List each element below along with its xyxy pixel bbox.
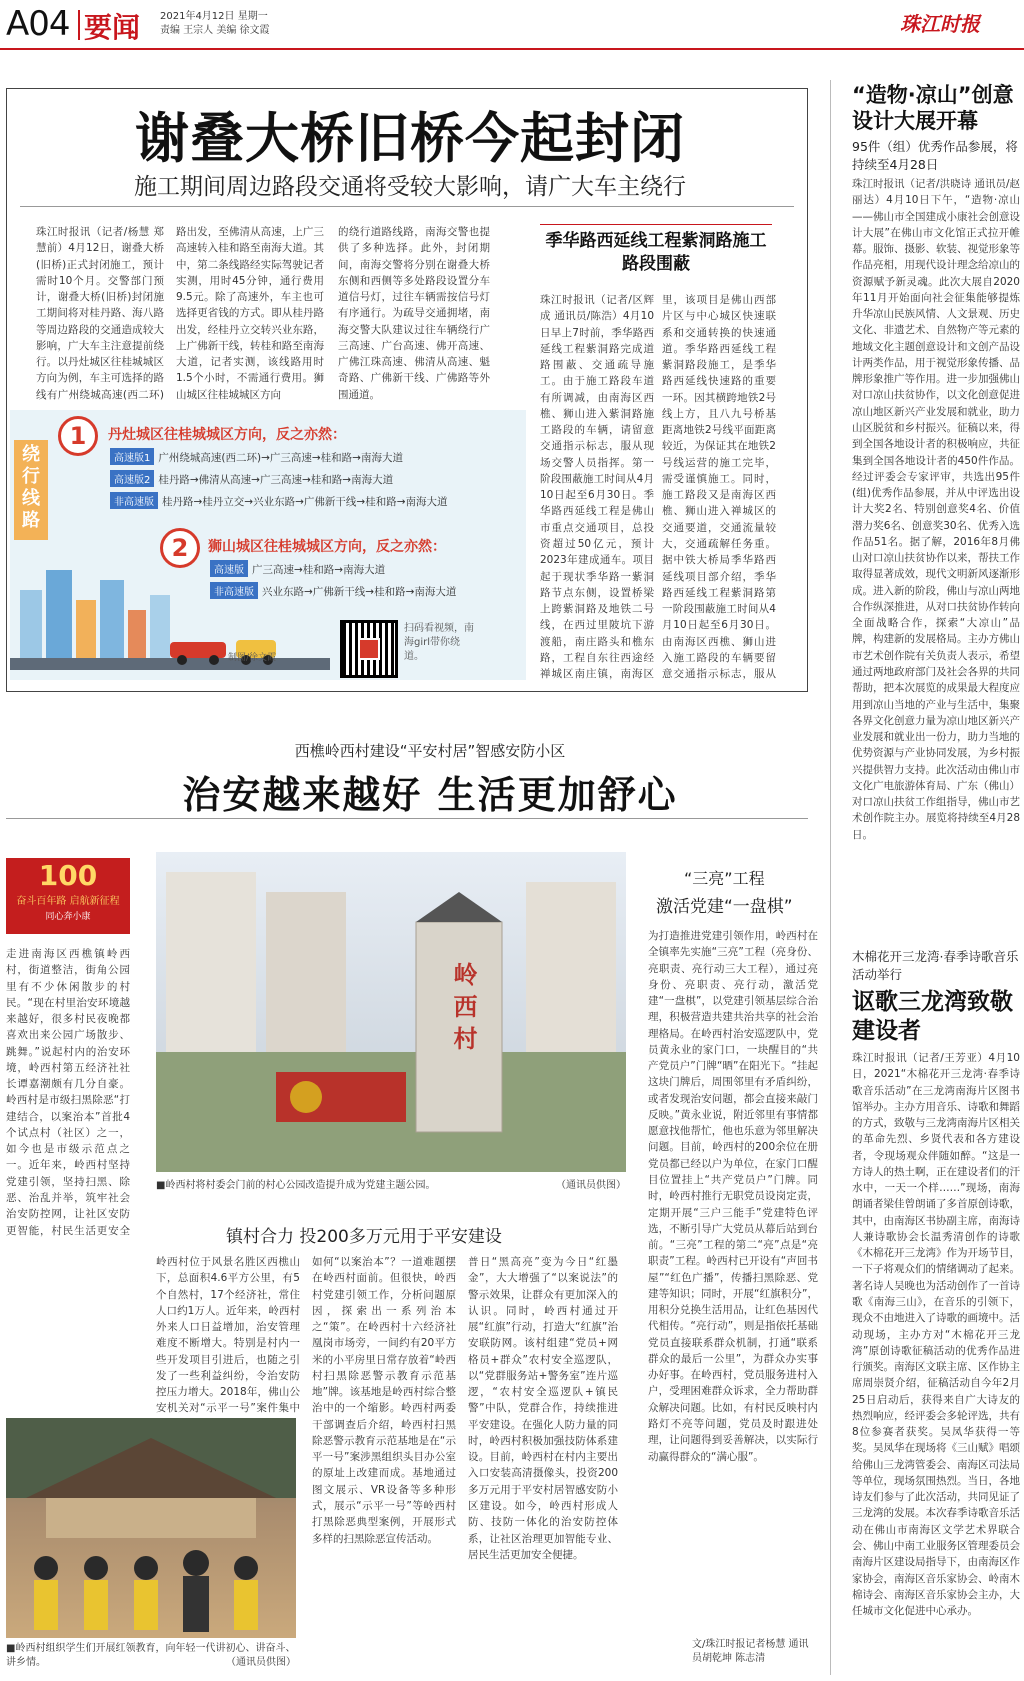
subhead-liangshan: 95件（组）优秀作品参展，将持续至4月28日	[852, 139, 1018, 172]
editors-line: 责编 王宗人 美编 徐文霞	[160, 25, 270, 36]
route-text: 桂丹路→桂丹立交→兴业东路→广佛新干线→桂和路→南海大道	[162, 496, 448, 508]
badge-number: 100	[38, 859, 98, 892]
subhead-bridge: 施工期间周边路段交通将受较大影响，请广大车主绕行	[134, 174, 686, 200]
photo-illustration	[156, 852, 626, 1172]
headline-rule	[6, 818, 808, 819]
newspaper-logo: 珠江时报	[900, 12, 980, 36]
article-column: 的绕行道路线路，南海交警也提供了多种选择。此外，封闭期间，南海交警将分别在谢叠大桥东侧和西侧等多处路段设置分车道信号灯，过往车辆需按信号灯有序通行。为疏导交通拥堵，南海交警大队建议过往车辆绕行广三高速、广台高速、佛开高速、广佛江珠高速、佛清从高速、魁奇路、广佛新干线、广佛路等外围通道。	[338, 226, 490, 401]
headline-liangshan: “造物·凉山”创意设计大展开幕	[852, 83, 1014, 134]
article-column: 如何“以案治本”？一道难题摆在岭西村面前。但很快，岭西村党建引领工作，分析问题原因，探索出一系列治本之“策”。在岭西村十六经济社凰岗市场旁，一间约有20平方米的小平房里日常存放着“岭西村扫黑除恶警示教育示范基地”牌。该基地是岭西村综合整治中的一个缩影。岭西村两委干部调查后介绍，岭西村扫黑除恶警示教育示范基地是在“示平一号”案涉黑组织头目办公室的原址上改建而成。基地通过图文展示、VR设备等多种形式，展示“示平一号”等岭西村打黑除恶典型案例，开展形式多样的扫黑除恶宣传活动。	[312, 1256, 456, 1545]
qr-caption: 扫码看视频，南海girl带你绕道。	[404, 623, 474, 662]
route-tag: 非高速版	[210, 582, 258, 599]
route-row	[110, 470, 393, 487]
route-text: 广州绕城高速(西二环)→广三高速→桂和路→南海大道	[158, 452, 403, 464]
qr-code-logo	[358, 638, 380, 660]
article-column: 为打造推进党建引领作用，岭西村在全镇率先实施“三亮”工程（亮身份、亮职责、亮行动三大工程），通过亮身份、亮职责、亮行动，激活党建“一盘棋”，以党建引领基层综合治理，积极营造共建共治共享的社会治理格局。在岭西村治安巡逻队中，党员黄永业的家门口，一块醒目的“共产党员户”门牌“晒”在阳光下。“挂起这块门牌后，周围邻里有矛盾纠纷，或者发现治安问题，都会直接来敲门反映。”黄永业说，附近邻里有事情都愿意找他帮忙，他也乐意为邻里解决问题。目前，岭西村的200余位在册党员都已经以户为单位，在家门口醒目位置挂上“共产党员户”门牌。同时，岭西村推行无职党员设岗定责，定期开展“三户三能手”党建特色评选，不断引导广大党员从幕后站到台前。“三亮”工程的第二“亮”点是“亮职责”工程。岭西村已开设有“声回书屋”“红色广播”，传播扫黑除恶、党建等知识；同时，开展“红旗积分”，用积分兑换生活用品，让红色基因代代相传。“亮行动”，则是指依托基础党员直接联系群众机制，打通“联系群众的最后一公里”，为群众办实事办好事。在岭西村，党员服务进村入户，受理困难群众诉求，全力帮助群众解决问题。比如，有村民反映村内路灯不亮等问题，党员及时跟进处理，让问题得到妥善解决，以实际行动赢得群众的“满心服”。	[648, 930, 818, 1463]
masthead-divider	[78, 10, 80, 40]
kicker-sanlongwan: 木棉花开三龙湾·春季诗歌音乐活动举行	[852, 949, 1019, 982]
headline-jihua-road: 季华路西延线工程紫洞路施工路段围蔽	[545, 231, 767, 274]
article-liangshan: 珠江时报讯（记者/洪晓诗 通讯员/赵丽达）4月10日下午，“造物·凉山——佛山市全国建成小康社会创意设计大展”在佛山市文化馆正式拉开帷幕。服饰、摄影、软装、视觉形象等作品亮相，用现代设计理念给凉山的资源赋予新灵魂。此次大展自2020年11月开始面向社会征集能够提炼升华凉山民族风情、人文景观、历史文化、非遗艺术、自然物产等元素的地域文化主题创意设计和文创产品设计两类作品，用于视觉形象传播、品牌形象推广等作用。进一步加强佛山对口凉山扶贫协作，以文化创意促进凉山地区新兴产业发展和就业，助力山区脱贫和乡村振兴。征稿以来，得到全国各地设计者的积极响应，共征集到全国各地设计者的450件作品。经过评委会专家评审，共选出95件(组)优秀作品参展，并从中评选出设计大奖2名、特别创意奖4名、价值潜力奖6名、创意奖30名、优秀入选作品51名。据了解，2016年8月佛山对口凉山扶贫协作以来，帮扶工作取得显著成效，现代文明新风逐渐形成。进入新的阶段，佛山与凉山两地合作纵深推进，从对口扶贫协作转向全面战略合作，探索“大凉山”品牌，构建新的发展格局。主办方佛山市艺术创作院有关负责人表示，希望通过两地政府部门及社会各界的共同帮助，把本次展览的成果最大程度应用到凉山当地的产业与生活中，集聚各界文化创意力量为凉山地区新兴产业发展和就业出一份力，助力当地的优势资源与产业协同发展，为乡村振兴提供智力支持。此次活动由佛山市文化广电旅游体育局、广东（佛山）对口凉山扶贫工作组指导，佛山市艺术创作院主办。展览将持续至4月28日。	[852, 178, 1020, 841]
article-lead: 走进南海区西樵镇岭西村，街道整洁，街角公园里有不少休闲散步的村民。“现在村里治安环境越来越好，很多村民夜晚都喜欢出来公园广场散步、跳舞。”说起村内的治安环境，岭西村第五经济社社长谭嘉潮颇有几分自豪。岭西村是市级扫黑除恶“打建结合，以案治本”首批4个试点村（社区）之一，如今也是市级示范点之一。近年来，岭西村坚持党建引领，坚持扫黑、除恶、治乱并举，筑牢社会治安防控网，让社区安防更智能，村民生活更安全	[6, 948, 130, 1237]
route-row	[110, 448, 403, 465]
route-tag: 高速版2	[110, 470, 154, 487]
route-text: 广三高速→桂和路→南海大道	[252, 564, 386, 576]
photo-caption	[156, 1176, 626, 1191]
story-rule	[540, 224, 772, 225]
headline-lingxi: 治安越来越好 生活更加舒心	[182, 773, 678, 817]
column-divider	[830, 80, 831, 1675]
detour-label: 绕行线路	[14, 440, 48, 540]
centenary-badge	[6, 858, 130, 934]
subhead-investment: 镇村合力 投200多万元用于平安建设	[226, 1227, 502, 1247]
caption-credit: （通讯员供图）	[556, 1180, 626, 1191]
route-tag: 高速版1	[110, 448, 154, 465]
badge-sub: 同心奔小康	[45, 912, 91, 922]
headline-bridge: 谢叠大桥旧桥今起封闭	[135, 107, 685, 170]
article-sanlongwan: 珠江时报讯（记者/王芳亚）4月10日，2021“木棉花开三龙湾·春季诗歌音乐活动”在三龙湾南海片区图书馆举办。主办方用音乐、诗歌和舞蹈的方式，致敬与三龙湾南海片区相关的革命先烈、乡贤代表和各方建设者，令现场观众伴随如醉。“这是一方诗人的热土啊，正在建设者们的汗水中，一天一个样……”现场，南海朗诵者梁佳曾朗诵了多首原创诗歌，其中，由南海区书协副主席，南海诗人兼诗歌协会长温秀清创作的诗歌《木棉花开三龙湾》作为开场节目，一下子将观众们的情绪调动了起来。著名诗人吴晚也为活动创作了一首诗歌《南海三山》，在音乐的引领下，现众不由地进入了诗歌的画境中。活动现场，主办方对“木棉花开三龙湾”原创诗歌征稿活动的优秀作品进行颁奖。南海区文联主席、区作协主席周崇贤介绍，征稿活动自今年2月25日启动后，获得来自广大诗友的热烈响应，经评委会多轮评选，共有8位参赛者获奖。吴凤华获得一等奖。吴凤华在现场将《三山赋》唱颂给佛山三龙湾管委会、南海区司法局等单位，现场氛围热烈。当日，各地诗友们参与了此次活动，共同见证了三龙湾的发展。本次春季诗歌音乐活动在佛山市南海区文学艺术界联合会、佛山中南工业服务区管理委员会南海片区建设局指导下，由南海区作家协会，南海区音乐家协会、岭南木棉诗会、南海区音乐家协会主办，大任城市文化促进中心承办。	[852, 1052, 1020, 1618]
route-tag: 高速版	[210, 560, 248, 577]
subhead-sanliang-2: 激活党建“一盘棋”	[656, 897, 793, 917]
date-line: 2021年4月12日 星期一	[160, 11, 268, 22]
article-column: 里，该项目是佛山西部片区与中心城区快速联系和交通转换的快速通道。季华路西延线工程紫洞路段施工，是季华路西延线快速路的重要一环。因其横跨地铁2号线上方，且八九号桥基距离地铁2号线平面距离较近，为保证其在地铁2号线运营的施工完毕，需受谨慎施工。同时，施工路段又是南海区西樵、狮山进入禅城区的交通要道，交通流量较大，交通疏解任务重。据中铁大桥局季华路西延线项目部介绍，季华路西延线工程紫洞路第一阶段围蔽施工时间从4月10日起至6月30日。由南海区西樵、狮山进入施工路段的车辆要留意交通指示标志，服从	[662, 294, 776, 680]
caption-text: ■岭西村组织学生们开展红领教育，向年轻一代讲初心、讲奋斗、讲乡情。	[6, 1643, 296, 1668]
article-column: 路出发，至佛清从高速，上广三高速转入桂和路至南海大道。其中，第二条线路经实际驾驶记者实测，用时45分钟，通行费用9.5元。除了高速外，车主也可选择更省钱的方式。即从桂丹路出发，经桂丹立交转兴业东路，上广佛新干线，转桂和路至南海大道，记者实测，该线路用时1.5个小时，不需通行费用。狮山城区往桂城城区方向	[176, 226, 324, 401]
article-column: 岭西村位于风景名胜区西樵山下，总面积4.6平方公里，有5个自然村，17个经济社，常住人口约1万人。近年来，岭西村外来人口日益增加，治安管理难度不断增大。特别是村内一些开发项目引进后，也随之引发了一些利益纠纷，令治安防控压力增大。2018年，佛山公安机关对“示平一号”案件集中	[156, 1256, 300, 1414]
caption-text: ■岭西村将村委会门前的村心公园改造提升成为党建主题公园。	[156, 1180, 436, 1191]
city-illustration	[10, 560, 330, 670]
photo-caption	[6, 1642, 296, 1670]
masthead-date	[160, 10, 270, 38]
caption-credit: （通讯员供图）	[226, 1657, 296, 1668]
page-number: A04	[6, 4, 70, 44]
article-column: 珠江时报讯（记者/区辉成 通讯员/陈浩）4月10日早上7时前，季华路西延线工程紫洞路完成道路围蔽、交通疏导施工。由于施工路段车道有所调减，由南海区西樵、狮山进入紫洞路施工路段的车辆，请留意交通指示标志，服从现场交警人员指挥。第一阶段围蔽施工时间从4月10日起至6月30日。季华路西延线工程是佛山市重点交通项目，总投资超过50亿元，预计2023年建成通车。项目起于现状季华路一紫洞路节点东侧，设置桥梁上跨紫洞路及地铁二号线，在西过里陂坑下游渡船，南庄路头和樵东路，工程自东往西途经禅城区南庄镇，南海区	[540, 294, 654, 680]
graphic-credit: 制图/徐文霞	[228, 653, 277, 663]
headline-rule	[20, 206, 794, 207]
section-name: 要闻	[84, 11, 141, 44]
village-sign: 岭西村	[449, 962, 477, 1058]
route-number-1: 1	[58, 416, 98, 456]
route-text: 桂丹路→佛清从高速→广三高速→桂和路→南海大道	[158, 474, 394, 486]
headline-sanlongwan: 讴歌三龙湾致敬建设者	[852, 989, 1013, 1044]
route-number-2: 2	[160, 528, 200, 568]
kicker-lingxi: 西樵岭西村建设“平安村居”智感安防小区	[294, 742, 566, 760]
route-heading-2: 狮山城区往桂城城区方向，反之亦然：	[208, 539, 446, 555]
masthead-rule	[0, 48, 1024, 50]
subhead-sanliang-1: “三亮”工程	[684, 869, 765, 888]
badge-caption: 奋斗百年路 启航新征程	[16, 896, 120, 907]
photo-students	[6, 1418, 296, 1638]
route-heading-1: 丹灶城区往桂城城区方向，反之亦然：	[108, 427, 346, 443]
route-tag: 非高速版	[110, 492, 158, 509]
photo-party-park	[156, 852, 626, 1172]
article-column: 普日“黑高亮”变为今日“红墨金”，大大增强了“以案说法”的警示效果，让群众有更加深入的认识。同时，岭西村通过开展“红旗”行动，打造大“红旗”治安联防网。该村组建“党员+网格员+群众”农村安全巡逻队，以“党群服务站+警务室”连片巡逻，“农村安全巡逻队+镇民警”中队，党群合作，持续推进平安建设。在强化人防力量的同时，岭西村积极加强技防体系建设。目前，岭西村在村内主要出入口安装高清摄像头，投资200多万元用于平安村居智感安防小区建设。如今，岭西村形成人防、技防一体化的治安防控体系，让社区治理更加智能专业、居民生活更加安全便捷。	[468, 1256, 618, 1561]
article-column: 珠江时报讯（记者/杨慧 郑慧前）4月12日，谢叠大桥(旧桥)正式封闭施工，预计需时10个月。交警部门预计，谢叠大桥(旧桥)封闭施工期间将对桂丹路、海八路等周边路段的交通造成较大影响，广大车主注意提前绕行。以丹灶城区往桂城城区方向为例，车主可选择的路线有广州绕城高速(西二环)	[36, 226, 164, 401]
article-credit: 文/珠江时报记者杨慧 通讯员胡乾坤 陈志清	[692, 1639, 809, 1664]
photo-illustration	[6, 1418, 296, 1638]
route-text: 兴业东路→广佛新干线→桂和路→南海大道	[262, 586, 457, 598]
route-row	[110, 492, 448, 509]
